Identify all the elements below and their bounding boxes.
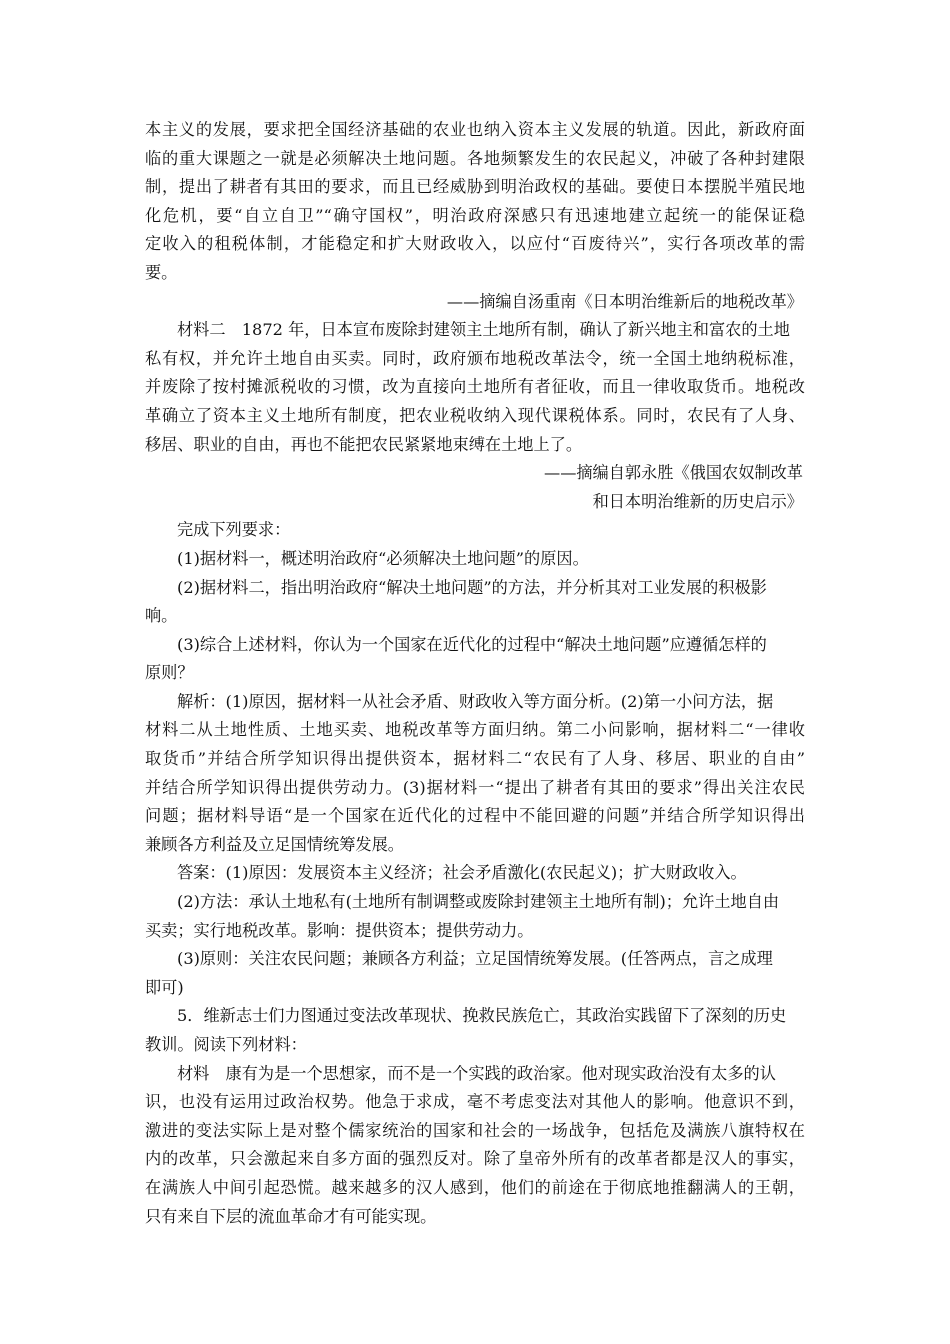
document-page bbox=[145, 116, 805, 1231]
text-line: 识，也没有运用过政治权势。他急于求成，毫不考虑变法对其他人的影响。他意识不到， bbox=[145, 1092, 805, 1112]
text-line: ——摘编自汤重南《日本明治维新后的地税改革》 bbox=[446, 291, 803, 311]
text-line: 要。 bbox=[145, 262, 178, 282]
text-line: 在满族人中间引起恐慌。越来越多的汉人感到，他们的前途在于彻底地推翻满人的王朝， bbox=[145, 1177, 805, 1197]
text-line: 问题；据材料导语“是一个国家在近代化的过程中不能回避的问题”并结合所学知识得出 bbox=[145, 806, 805, 826]
text-line: 本主义的发展，要求把全国经济基础的农业也纳入资本主义发展的轨道。因此，新政府面 bbox=[145, 120, 805, 139]
text-line: 只有来自下层的流血革命才有可能实现。 bbox=[145, 1206, 437, 1226]
text-line: 制，提出了耕者有其田的要求，而且已经威胁到明治政权的基础。要使日本摆脱半殖民地 bbox=[145, 177, 805, 197]
text-line: 取货币”并结合所学知识得出提供资本，据材料二“农民有了人身、移居、职业的自由” bbox=[145, 749, 805, 769]
text-line: 教训。阅读下列材料： bbox=[145, 1035, 307, 1054]
text-line: 和日本明治维新的历史启示》 bbox=[592, 491, 803, 511]
text-line: 化危机，要“自立自卫”“确守国权”，明治政府深感只有迅速地建立起统一的能保证稳 bbox=[145, 205, 805, 225]
text-line: 移居、职业的自由，再也不能把农民紧紧地束缚在土地上了。 bbox=[145, 434, 583, 454]
text-line: ——摘编自郭永胜《俄国农奴制改革 bbox=[544, 463, 803, 483]
text-line: (3)综合上述材料，你认为一个国家在近代化的过程中“解决土地问题”应遵循怎样的 bbox=[177, 634, 767, 654]
text-line: 完成下列要求： bbox=[177, 520, 291, 540]
text-line: 定收入的租税体制，才能稳定和扩大财政收入，以应付“百废待兴”，实行各项改革的需 bbox=[145, 234, 805, 254]
text-line: 解析：(1)原因，据材料一从社会矛盾、财政收入等方面分析。(2)第一小问方法，据 bbox=[177, 691, 774, 711]
text-line: 买卖；实行地税改革。影响：提供资本；提供劳动力。 bbox=[145, 920, 534, 940]
text-line: 激进的变法实际上是对整个儒家统治的国家和社会的一场战争，包括危及满族八旗特权在 bbox=[145, 1120, 805, 1140]
text-line: 答案：(1)原因：发展资本主义经济；社会矛盾激化(农民起义)；扩大财政收入。 bbox=[177, 863, 747, 883]
text-line: 材料二从土地性质、土地买卖、地税改革等方面归纳。第二小问影响，据材料二“一律收 bbox=[145, 720, 805, 740]
text-line: 材料 康有为是一个思想家，而不是一个实践的政治家。他对现实政治没有太多的认 bbox=[177, 1063, 776, 1083]
text-line: (3)原则：关注农民问题；兼顾各方利益；立足国情统筹发展。(任答两点，言之成理 bbox=[177, 949, 773, 969]
text-line: 响。 bbox=[145, 606, 178, 626]
text-line: 并结合所学知识得出提供劳动力。(3)据材料一“提出了耕者有其田的要求”得出关注农民 bbox=[145, 777, 805, 797]
text-line: 5．维新志士们力图通过变法改革现状、挽救民族危亡，其政治实践留下了深刻的历史 bbox=[177, 1006, 787, 1026]
text-line: 兼顾各方利益及立足国情统筹发展。 bbox=[145, 834, 404, 854]
text-line: 即可) bbox=[145, 977, 184, 997]
text-line: 并废除了按村摊派税收的习惯，改为直接向土地所有者征收，而且一律收取货币。地税改 bbox=[145, 377, 805, 397]
text-line: 临的重大课题之一就是必须解决土地问题。各地频繁发生的农民起义，冲破了各种封建限 bbox=[145, 148, 805, 168]
text-line: (2)方法：承认土地私有(土地所有制调整或废除封建领主土地所有制)；允许土地自由 bbox=[177, 892, 780, 912]
text-line: (2)据材料二，指出明治政府“解决土地问题”的方法，并分析其对工业发展的积极影 bbox=[177, 577, 767, 597]
text-line: 材料二 1872 年，日本宣布废除封建领主土地所有制，确认了新兴地主和富农的土地 bbox=[177, 320, 790, 340]
text-line: (1)据材料一，概述明治政府“必须解决土地问题”的原因。 bbox=[177, 548, 589, 568]
text-line: 内的改革，只会激起来自多方面的强烈反对。除了皇帝外所有的改革者都是汉人的事实， bbox=[145, 1149, 805, 1169]
text-line: 革确立了资本主义土地所有制度，把农业税收纳入现代课税体系。同时，农民有了人身、 bbox=[145, 405, 805, 425]
text-line: 原则？ bbox=[145, 663, 194, 683]
text-line: 私有权，并允许土地自由买卖。同时，政府颁布地税改革法令，统一全国土地纳税标准， bbox=[145, 348, 805, 368]
